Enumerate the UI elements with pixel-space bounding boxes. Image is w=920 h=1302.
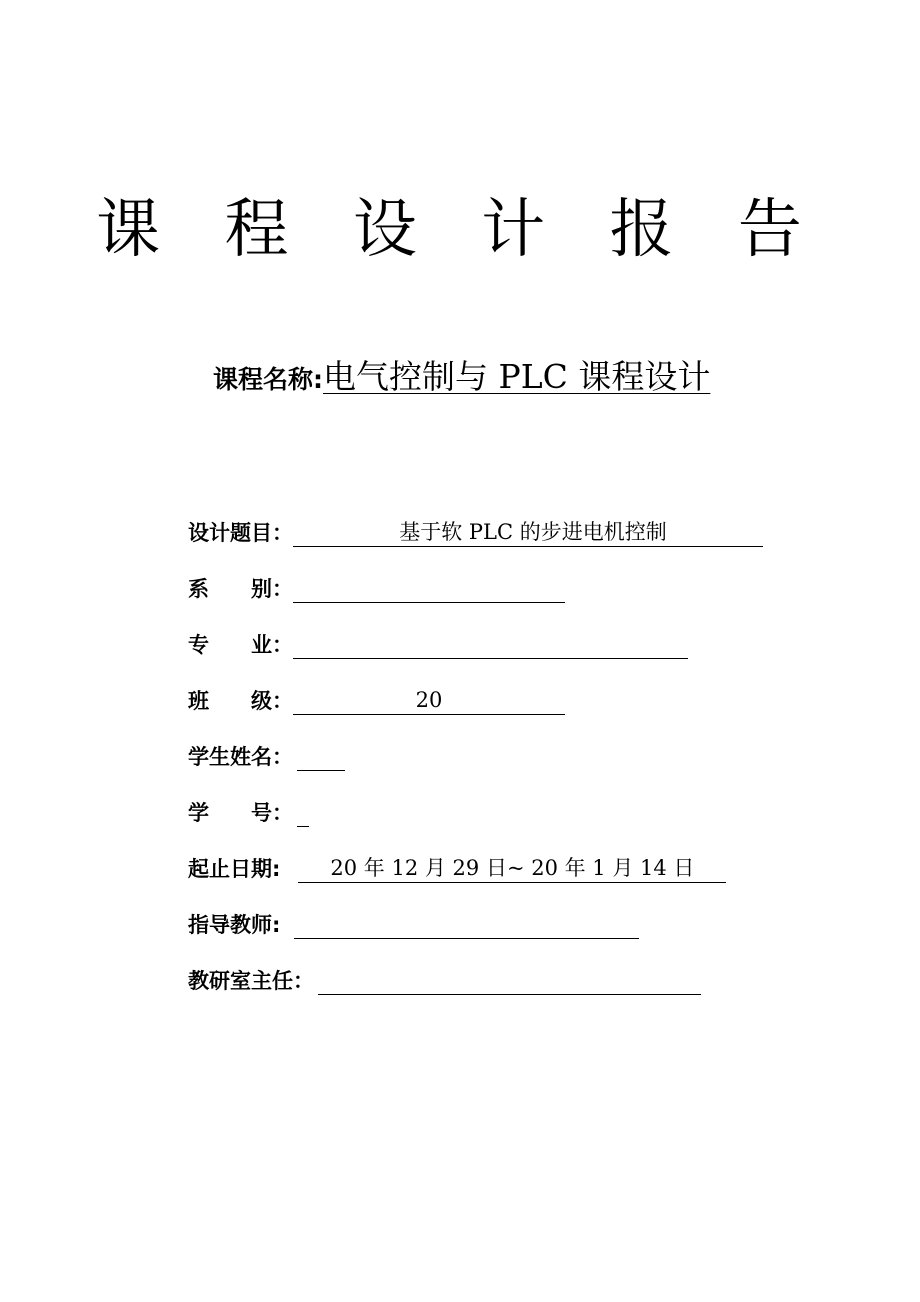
course-name-label: 课程名称: [213,365,323,394]
class-label: 班 级： [188,689,293,713]
advisor-field [294,910,639,939]
advisor-label: 指导教师: [188,913,281,937]
major-label: 专 业： [188,633,293,657]
topic-row [188,515,763,551]
lab-director-label: 教研室主任： [188,969,314,993]
department-label: 系 别： [188,577,293,601]
major-row [188,627,688,663]
topic-field: 基于软 PLC 的步进电机控制 [293,518,763,547]
dates-field: 20 年 12 月 29 日~ 20 年 1 月 14 日 [298,854,726,883]
department-row [188,571,565,607]
student-name-row [188,739,345,775]
lab-director-row [188,963,701,999]
lab-director-field [318,966,701,995]
class-field: 20 [293,686,565,715]
class-row [188,683,565,719]
major-field [293,630,688,659]
course-name-value: 电气控制与 PLC 课程设计 [323,357,711,396]
student-name-field [297,742,345,771]
advisor-row [188,907,639,943]
topic-label: 设计题目： [188,521,293,545]
dates-row [188,851,726,887]
course-name-line [213,355,710,399]
student-name-label: 学生姓名： [188,745,293,769]
report-title: 课 程 设 计 报 告 [96,193,824,267]
department-field [293,574,565,603]
student-id-label: 学 号： [188,801,293,825]
student-id-field [297,798,309,827]
dates-label: 起止日期: [188,857,281,881]
student-id-row [188,795,309,831]
